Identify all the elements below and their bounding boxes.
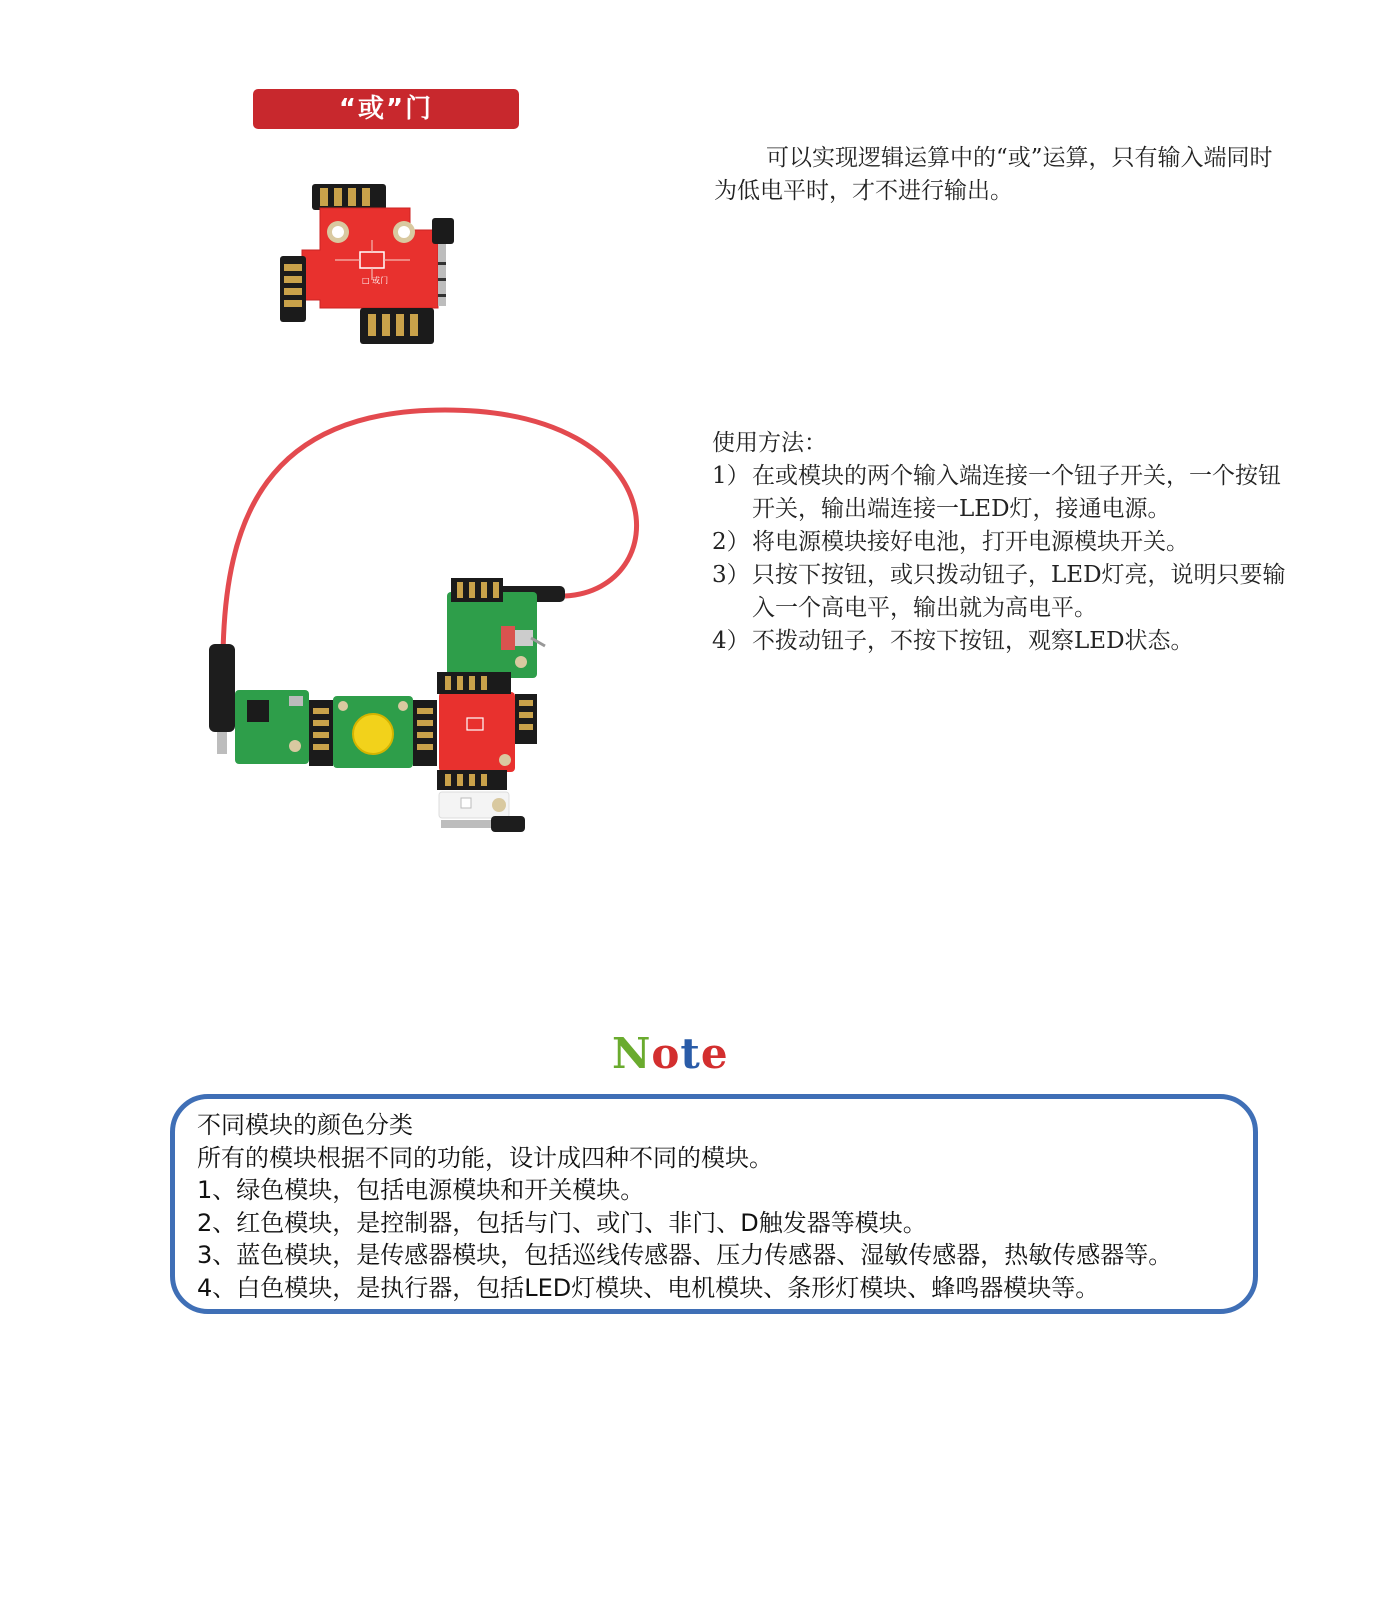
step-text: 不拨动钮子，不按下按钮，观察LED状态。 xyxy=(752,628,1194,654)
circuit-assembly-image xyxy=(205,400,675,850)
or-gate-module-image xyxy=(280,180,480,360)
step-number: 1） xyxy=(712,463,750,489)
note-line: 1、绿色模块，包括电源模块和开关模块。 xyxy=(197,1176,645,1204)
step-text: 在或模块的两个输入端连接一个钮子开关，一个按钮开关，输出端连接一LED灯，接通电源。 xyxy=(752,463,1281,522)
step-text: 将电源模块接好电池，打开电源模块开关。 xyxy=(752,529,1189,555)
usage-step xyxy=(712,625,1292,658)
svg-text:□ 或门: □ 或门 xyxy=(362,276,389,285)
step-number: 3） xyxy=(712,562,750,588)
usage-heading: 使用方法： xyxy=(712,430,827,456)
usage-step xyxy=(712,526,1292,559)
note-line: 2、红色模块，是控制器，包括与门、或门、非门、D触发器等模块。 xyxy=(197,1208,927,1237)
section-title-banner: “或”门 xyxy=(253,89,519,129)
note-letter: e xyxy=(700,1029,729,1078)
note-line: 4、白色模块，是执行器，包括LED灯模块、电机模块、条形灯模块、蜂鸣器模块等。 xyxy=(197,1273,1100,1302)
note-line: 所有的模块根据不同的功能，设计成四种不同的模块。 xyxy=(197,1143,773,1172)
note-box xyxy=(170,1094,1258,1314)
step-number: 2） xyxy=(712,529,750,555)
step-number: 4） xyxy=(712,628,750,654)
note-heading xyxy=(612,1030,782,1078)
note-line: 不同模块的颜色分类 xyxy=(197,1111,413,1139)
note-letter: o xyxy=(651,1029,681,1078)
step-text: 只按下按钮，或只拨动钮子，LED灯亮，说明只要输入一个高电平，输出就为高电平。 xyxy=(752,562,1286,621)
usage-instructions xyxy=(712,427,1292,658)
note-letter: N xyxy=(612,1029,652,1078)
note-letter: t xyxy=(680,1029,701,1078)
module-description: 可以实现逻辑运算中的“或”运算，只有输入端同时为低电平时，才不进行输出。 xyxy=(714,145,1273,204)
note-line: 3、蓝色模块，是传感器模块，包括巡线传感器、压力传感器、湿敏传感器，热敏传感器等。 xyxy=(197,1241,1173,1269)
usage-step xyxy=(712,559,1292,625)
usage-step xyxy=(712,460,1292,526)
